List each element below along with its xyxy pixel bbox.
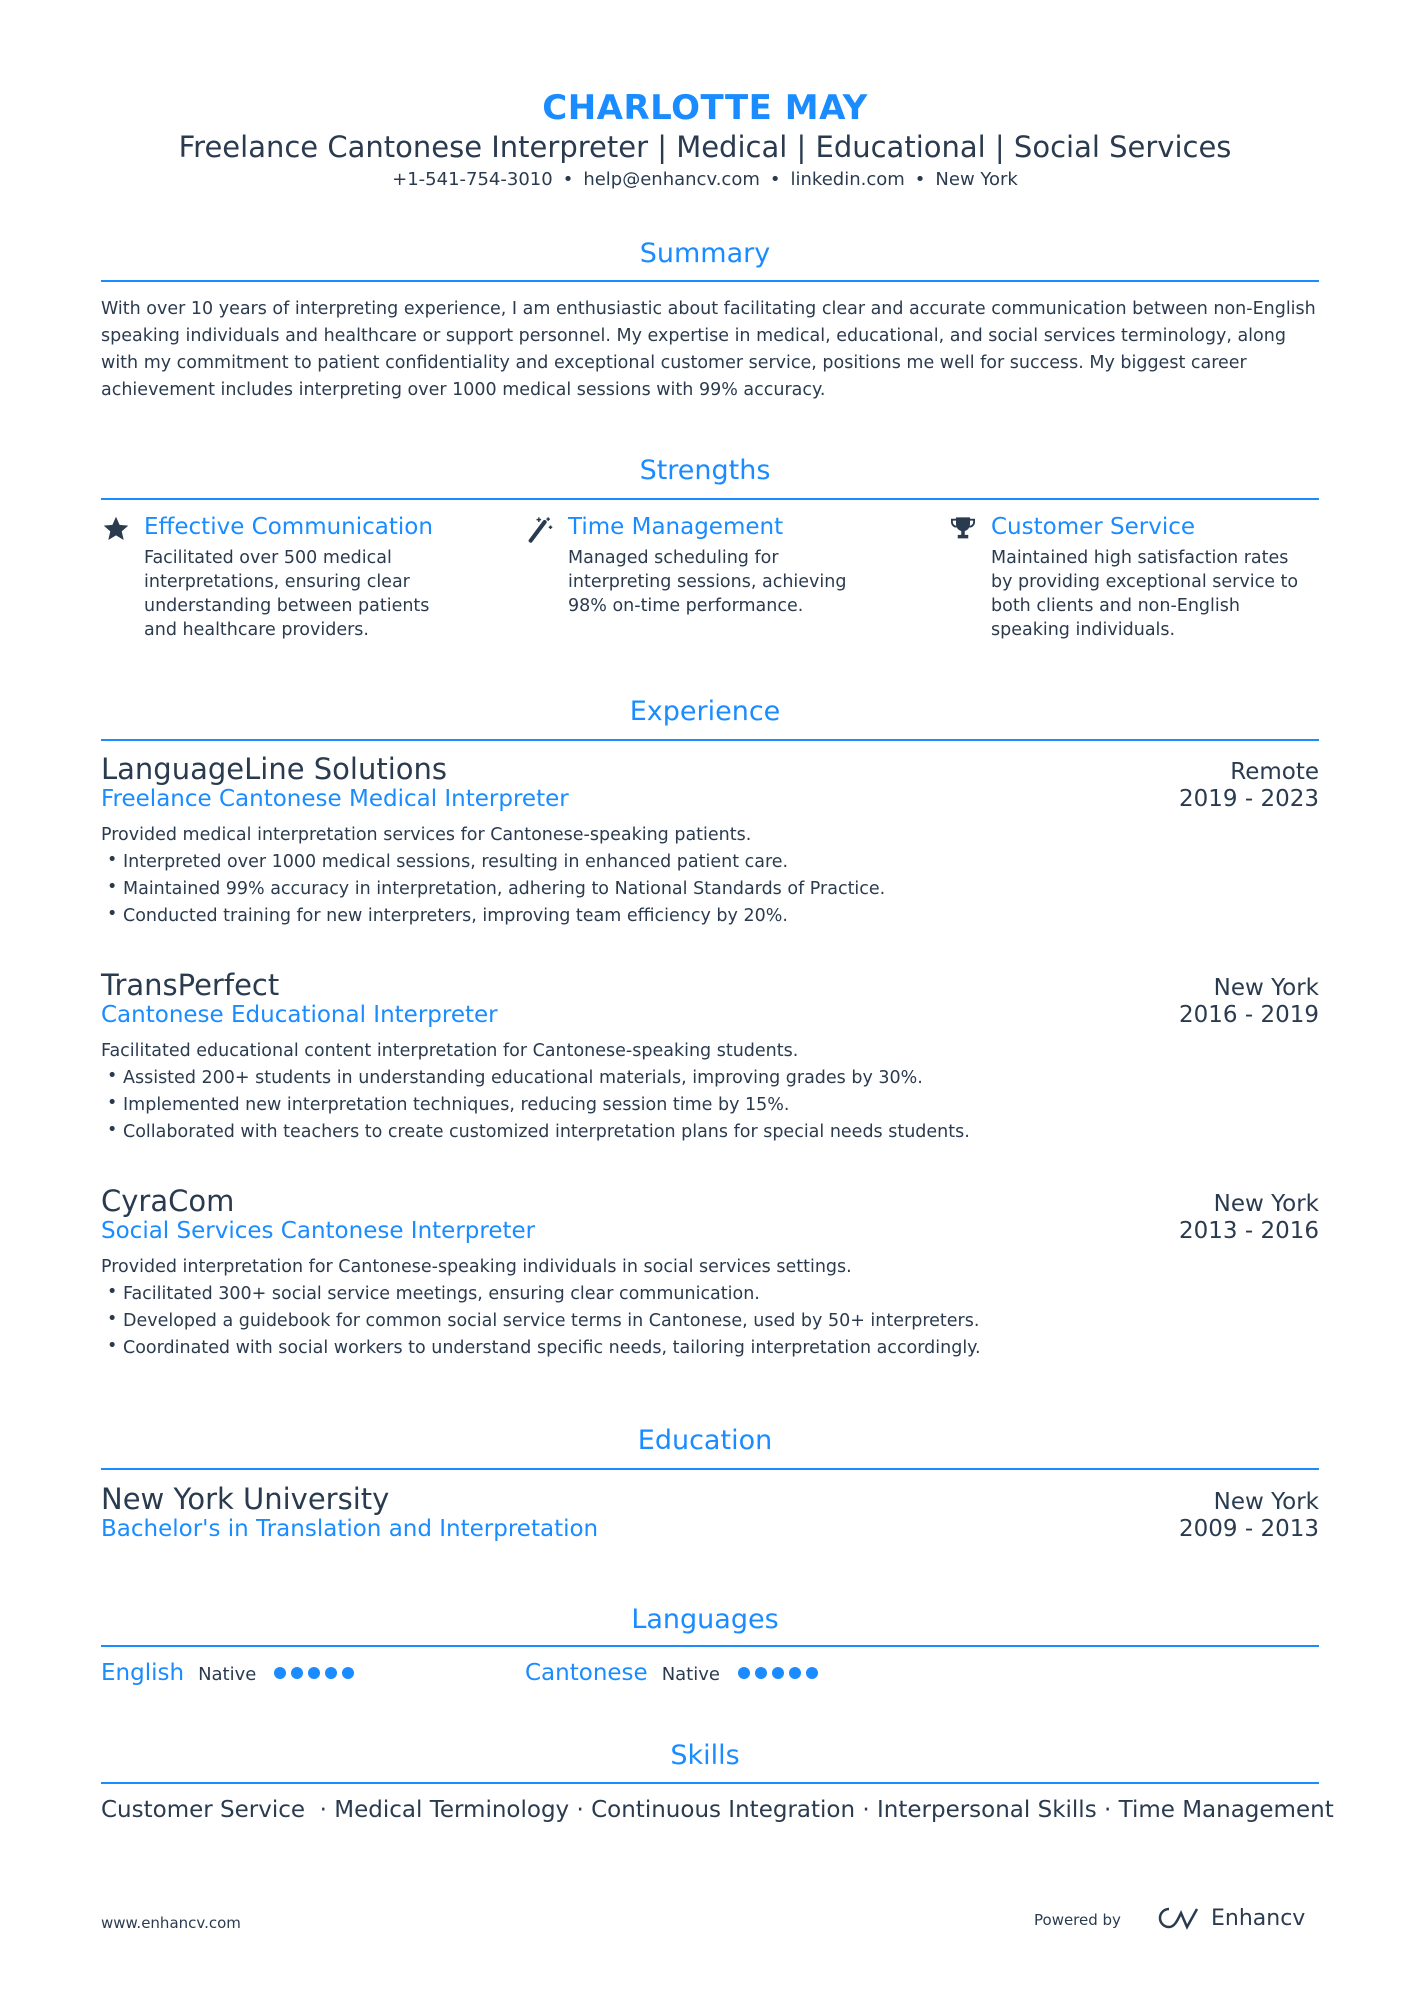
job-location: Remote — [1230, 759, 1319, 785]
job-bullet: • Collaborated with teachers to create customized interpretation plans for special needs students. — [101, 1119, 1319, 1146]
experience-entry — [101, 1184, 1319, 1362]
divider — [101, 498, 1319, 500]
separator: • — [914, 169, 926, 190]
linkedin[interactable]: linkedin.com — [790, 169, 905, 190]
strength-description: Managed scheduling for interpreting sessions, achieving 98% on-time performance. — [568, 548, 847, 616]
job-location: New York — [1213, 1191, 1319, 1217]
company-name: LanguageLine Solutions — [101, 752, 448, 786]
language-name: Cantonese — [525, 1660, 648, 1686]
education-heading: Education — [637, 1425, 773, 1456]
star-icon — [101, 515, 131, 543]
job-role: Cantonese Educational Interpreter — [101, 1002, 498, 1028]
strength-description: Maintained high satisfaction rates by providing exceptional service to both clients and non-English speaking individuals. — [991, 548, 1299, 640]
school-name: New York University — [101, 1482, 390, 1516]
company-name: CyraCom — [101, 1184, 235, 1218]
language-item — [101, 1660, 354, 1686]
strength-title: Effective Communication — [144, 514, 433, 540]
location: New York — [935, 169, 1018, 190]
rating-dot — [274, 1667, 286, 1679]
rating-dot — [342, 1667, 354, 1679]
rating-dot — [789, 1667, 801, 1679]
language-level: Native — [198, 1664, 257, 1685]
job-bullet: • Coordinated with social workers to understand specific needs, tailoring interpretation accordingly. — [101, 1335, 1319, 1362]
magic-wand-icon — [525, 515, 555, 543]
skills-heading: Skills — [670, 1740, 740, 1771]
rating-dot — [325, 1667, 337, 1679]
divider — [101, 1645, 1319, 1647]
divider — [101, 739, 1319, 741]
job-bullet: • Developed a guidebook for common social service terms in Cantonese, used by 50+ interpreters. — [101, 1308, 1319, 1335]
job-role: Social Services Cantonese Interpreter — [101, 1218, 536, 1244]
candidate-name: CHARLOTTE MAY — [542, 88, 868, 128]
contact-info — [0, 169, 1410, 190]
job-dates: 2019 - 2023 — [1179, 786, 1319, 812]
job-dates: 2016 - 2019 — [1179, 1002, 1319, 1028]
job-bullet: • Implemented new interpretation techniques, reducing session time by 15%. — [101, 1092, 1319, 1119]
experience-heading: Experience — [629, 696, 781, 727]
job-bullet: • Assisted 200+ students in understanding educational materials, improving grades by 30%. — [101, 1065, 1319, 1092]
divider — [101, 1782, 1319, 1784]
strength-title: Customer Service — [991, 514, 1196, 540]
skills-list: Customer Service · Medical Terminology · Continuous Integration · Interpersonal Skills · Time Management — [101, 1797, 1334, 1823]
language-rating — [274, 1667, 354, 1679]
company-name: TransPerfect — [101, 968, 280, 1002]
rating-dot — [772, 1667, 784, 1679]
divider — [101, 1468, 1319, 1470]
candidate-title: Freelance Cantonese Interpreter | Medical | Educational | Social Services — [178, 130, 1232, 164]
job-dates: 2013 - 2016 — [1179, 1218, 1319, 1244]
rating-dot — [806, 1667, 818, 1679]
experience-entry — [101, 752, 1319, 930]
job-bullet: • Maintained 99% accuracy in interpretation, adhering to National Standards of Practice. — [101, 876, 1319, 903]
language-level: Native — [661, 1664, 720, 1685]
job-location: New York — [1213, 975, 1319, 1001]
language-item — [525, 1660, 818, 1686]
email[interactable]: help@enhancv.com — [583, 169, 760, 190]
strength-item — [525, 512, 885, 618]
phone: +1-541-754-3010 — [392, 169, 553, 190]
job-description: Provided interpretation for Cantonese-speaking individuals in social services settings. — [101, 1257, 852, 1277]
separator: • — [769, 169, 781, 190]
rating-dot — [291, 1667, 303, 1679]
powered-by: Powered by — [1034, 1911, 1121, 1929]
strengths-heading: Strengths — [639, 455, 771, 486]
experience-entry — [101, 968, 1319, 1146]
strength-description: Facilitated over 500 medical interpretations, ensuring clear understanding between patients and healthcare providers. — [144, 548, 430, 640]
language-name: English — [101, 1660, 185, 1686]
school-location: New York — [1213, 1489, 1319, 1515]
job-description: Provided medical interpretation services for Cantonese-speaking patients. — [101, 825, 752, 845]
job-bullet: • Interpreted over 1000 medical sessions, resulting in enhanced patient care. — [101, 849, 1319, 876]
degree: Bachelor's in Translation and Interpretation — [101, 1516, 599, 1542]
trophy-icon — [948, 515, 978, 543]
job-bullet: • Conducted training for new interpreters, improving team efficiency by 20%. — [101, 903, 1319, 930]
summary-text: With over 10 years of interpreting experience, I am enthusiastic about facilitating clear and accurate communication between non-English speaking individuals and healthcare or support personnel. My expertise in medical, educational, and social services terminology, along with my commitment to patient confidentiality and exceptional customer service, positions me well for success. My biggest career achievement includes interpreting over 1000 medical sessions with 99% accuracy. — [101, 299, 1316, 400]
education-entry — [101, 1482, 1319, 1542]
strength-title: Time Management — [568, 514, 784, 540]
strength-item — [948, 512, 1308, 642]
enhancv-brand: Enhancv — [1211, 1905, 1306, 1931]
divider — [101, 280, 1319, 282]
footer-website[interactable]: www.enhancv.com — [101, 1914, 241, 1932]
enhancv-logo-icon — [1153, 1905, 1201, 1931]
job-bullet: • Facilitated 300+ social service meetings, ensuring clear communication. — [101, 1281, 1319, 1308]
summary-heading: Summary — [639, 238, 771, 269]
strength-item — [101, 512, 461, 642]
rating-dot — [308, 1667, 320, 1679]
rating-dot — [755, 1667, 767, 1679]
education-dates: 2009 - 2013 — [1179, 1516, 1319, 1542]
languages-heading: Languages — [631, 1604, 779, 1635]
enhancv-logo[interactable] — [1153, 1905, 1305, 1931]
separator: • — [562, 169, 574, 190]
job-role: Freelance Cantonese Medical Interpreter — [101, 786, 569, 812]
job-description: Facilitated educational content interpretation for Cantonese-speaking students. — [101, 1041, 799, 1061]
rating-dot — [738, 1667, 750, 1679]
language-rating — [738, 1667, 818, 1679]
